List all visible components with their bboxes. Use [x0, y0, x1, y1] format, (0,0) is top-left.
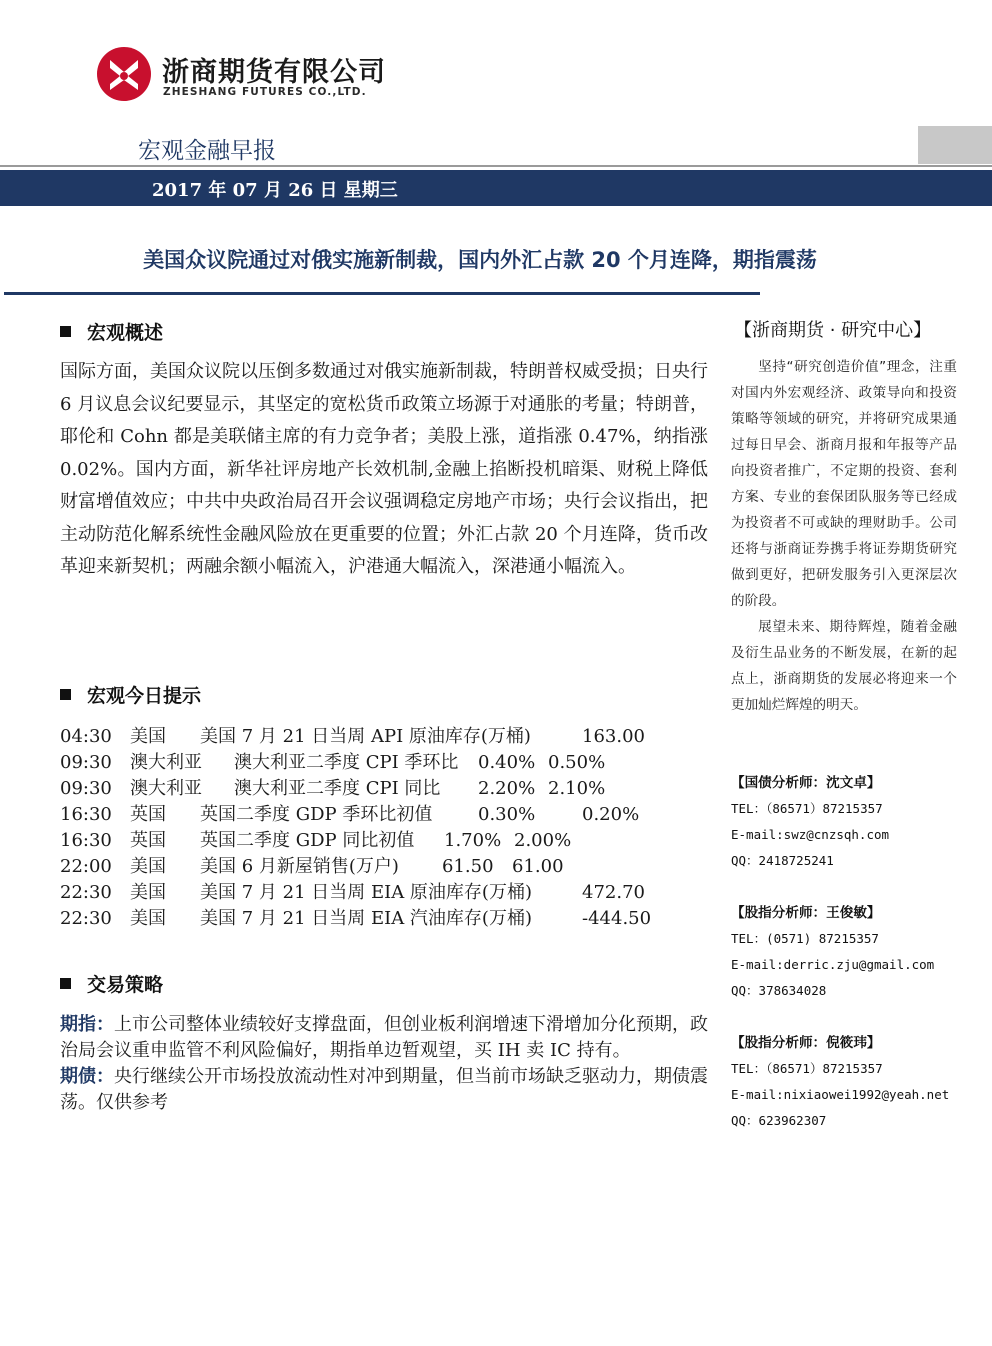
headline-underline — [4, 292, 760, 295]
company-name-cn: 浙商期货有限公司 — [162, 57, 386, 88]
bullet-square-icon — [60, 326, 71, 337]
economic-calendar — [60, 724, 720, 932]
calendar-event: 美国 7 月 21 日当周 API 原油库存(万桶) — [200, 726, 531, 747]
calendar-previous: 472.70 — [582, 882, 645, 903]
strategy-index-label: 期指： — [60, 1014, 114, 1035]
calendar-forecast: 0.50% — [548, 752, 606, 773]
calendar-country: 美国 — [130, 882, 166, 903]
bullet-square-icon — [60, 978, 71, 989]
calendar-country: 美国 — [130, 908, 166, 929]
calendar-previous: -444.50 — [582, 908, 652, 929]
calendar-row — [60, 750, 720, 776]
analyst-qq: QQ：378634028 — [731, 983, 827, 998]
analyst-tel: TEL：（86571）87215357 — [731, 801, 883, 816]
calendar-time: 09:30 — [60, 752, 112, 773]
calendar-time: 16:30 — [60, 830, 112, 851]
sidebar-title: 【浙商期货 · 研究中心】 — [734, 320, 932, 341]
calendar-event: 英国二季度 GDP 季环比初值 — [200, 804, 433, 825]
section-heading-label: 宏观今日提示 — [87, 685, 202, 707]
calendar-previous: 1.70% — [444, 830, 502, 851]
calendar-country: 英国 — [130, 804, 166, 825]
calendar-event: 澳大利亚二季度 CPI 季环比 — [234, 752, 459, 773]
calendar-event: 英国二季度 GDP 同比初值 — [200, 830, 415, 851]
overview-paragraph: 国际方面，美国众议院以压倒多数通过对俄实施新制裁，特朗普权威受损；日央行 6 月议息会议纪要显示，其坚定的宽松货币政策立场源于对通胀的考量；特朗普，耶伦和 Cohn 都是美联储主席的有力竞争者；美股上涨，道指涨 0.47%，纳指涨 0.02%。国内方面，新华社评房地产长效机制,金融上掐断投机暗渠、财税上降低财富增值效应；中共中央政治局召开会议强调稳定房地产市场；央行会议指出，把主动防范化解系统性金融风险放在更重要的位置；外汇占款 20 个月连降，货币改革迎来新契机；两融余额小幅流入，沪港通大幅流入，深港通小幅流入。 — [60, 361, 708, 577]
analyst-email[interactable]: E-mail:nixiaowei1992@yeah.net — [731, 1087, 950, 1102]
section-heading-calendar — [60, 681, 201, 708]
header-divider — [0, 165, 992, 167]
analyst-name: 【国债分析师：沈文卓】 — [731, 775, 881, 791]
calendar-forecast: 2.10% — [548, 778, 606, 799]
bullet-square-icon — [60, 689, 71, 700]
analyst-name: 【股指分析师：倪筱玮】 — [731, 1035, 881, 1051]
calendar-country: 澳大利亚 — [130, 752, 202, 773]
section-heading-overview — [60, 318, 163, 345]
strategy-index-text: 上市公司整体业绩较好支撑盘面，但创业板利润增速下滑增加分化预期，政治局会议重申监管不利风险偏好，期指单边暂观望，买 IH 卖 IC 持有。 — [60, 1014, 708, 1061]
calendar-country: 澳大利亚 — [130, 778, 202, 799]
calendar-forecast: 61.00 — [512, 856, 564, 877]
analyst-name: 【股指分析师：王俊敏】 — [731, 905, 881, 921]
strategy-bond-text: 央行继续公开市场投放流动性对冲到期量，但当前市场缺乏驱动力，期债震荡。仅供参考 — [60, 1066, 708, 1113]
calendar-country: 美国 — [130, 856, 166, 877]
section-heading-strategy — [60, 970, 163, 997]
strategy-block — [60, 1012, 708, 1116]
calendar-event: 美国 7 月 21 日当周 EIA 汽油库存(万桶) — [200, 908, 532, 929]
strategy-bond-label: 期债： — [60, 1066, 114, 1087]
sidebar-intro-paragraph: 展望未来、期待辉煌，随着金融及衍生品业务的不断发展，在新的起点上，浙商期货的发展必将迎来一个更加灿烂辉煌的明天。 — [731, 619, 957, 713]
calendar-time: 22:00 — [60, 856, 112, 877]
calendar-row — [60, 880, 720, 906]
calendar-forecast: 2.00% — [514, 830, 572, 851]
calendar-previous: 2.20% — [478, 778, 536, 799]
calendar-event: 澳大利亚二季度 CPI 同比 — [234, 778, 441, 799]
analyst-tel: TEL：（86571）87215357 — [731, 1061, 883, 1076]
calendar-country: 英国 — [130, 830, 166, 851]
analyst-card — [731, 1030, 981, 1134]
analyst-email[interactable]: E-mail:swz@cnzsqh.com — [731, 827, 890, 842]
sidebar-intro-paragraph: 坚持“研究创造价值”理念，注重对国内外宏观经济、政策导向和投资策略等领域的研究，并将研究成果通过每日早会、浙商月报和年报等产品向投资者推广，不定期的投资、套利方案、专业的套保团队服务等已经成为投资者不可或缺的理财助手。公司还将与浙商证券携手将证券期货研究做到更好，把研发服务引入更深层次的阶段。 — [731, 359, 957, 609]
strategy-bond — [60, 1064, 708, 1116]
calendar-previous: 0.40% — [478, 752, 536, 773]
calendar-row — [60, 802, 720, 828]
calendar-forecast: 0.20% — [582, 804, 640, 825]
report-date: 2017 年 07 月 26 日 星期三 — [152, 180, 398, 201]
calendar-row — [60, 776, 720, 802]
section-heading-label: 交易策略 — [87, 974, 164, 996]
calendar-event: 美国 7 月 21 日当周 EIA 原油库存(万桶) — [200, 882, 532, 903]
calendar-row — [60, 906, 720, 932]
calendar-time: 22:30 — [60, 882, 112, 903]
section-heading-label: 宏观概述 — [87, 322, 164, 344]
date-banner — [0, 170, 992, 206]
header-gray-tab — [918, 126, 992, 164]
analyst-card — [731, 900, 981, 1004]
calendar-row — [60, 828, 720, 854]
calendar-previous: 163.00 — [582, 726, 645, 747]
headline: 美国众议院通过对俄实施新制裁，国内外汇占款 20 个月连降，期指震荡 — [143, 248, 817, 272]
calendar-time: 22:30 — [60, 908, 112, 929]
sidebar-intro — [731, 354, 957, 718]
company-name-en: ZHESHANG FUTURES CO.,LTD. — [163, 86, 367, 98]
calendar-previous: 61.50 — [442, 856, 494, 877]
analyst-tel: TEL：(0571) 87215357 — [731, 931, 879, 946]
analyst-email[interactable]: E-mail:derric.zju@gmail.com — [731, 957, 935, 972]
calendar-time: 04:30 — [60, 726, 112, 747]
strategy-index — [60, 1012, 708, 1064]
report-title: 宏观金融早报 — [138, 138, 276, 164]
analyst-qq: QQ：2418725241 — [731, 853, 834, 868]
calendar-row — [60, 854, 720, 880]
calendar-time: 09:30 — [60, 778, 112, 799]
calendar-country: 美国 — [130, 726, 166, 747]
company-logo-icon — [96, 46, 152, 102]
analyst-qq: QQ：623962307 — [731, 1113, 827, 1128]
calendar-event: 美国 6 月新屋销售(万户) — [200, 856, 399, 877]
calendar-previous: 0.30% — [478, 804, 536, 825]
calendar-row — [60, 724, 720, 750]
analyst-card — [731, 770, 981, 874]
calendar-time: 16:30 — [60, 804, 112, 825]
